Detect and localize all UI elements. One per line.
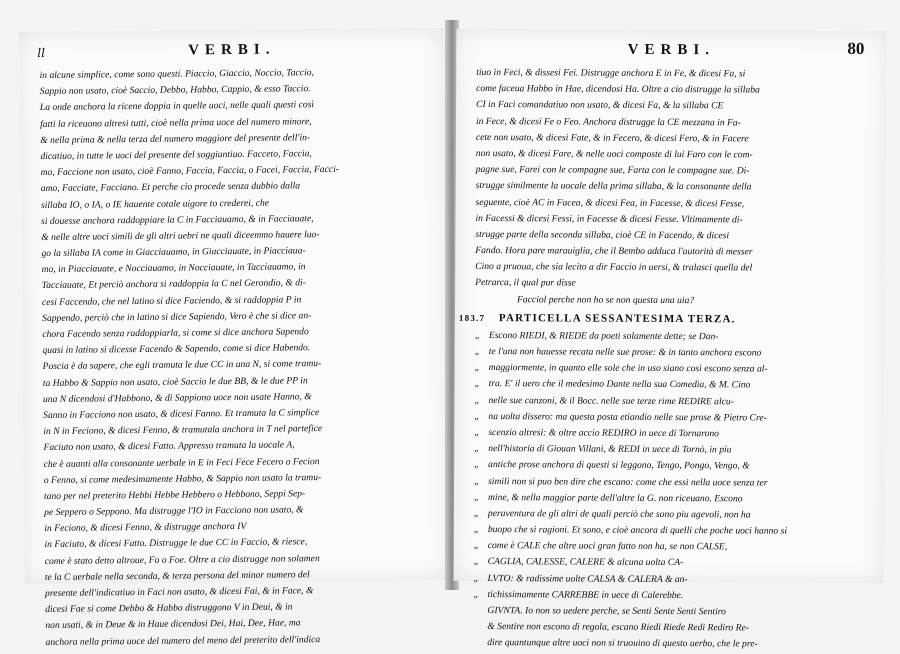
text-line-content: CI in Faci comandatiuo non usato, & dicesi Fa, & la sillaba CE <box>476 99 723 111</box>
text-line-content: pe Seppero o Seppono. Ma distrugge l'IO in Facciono non usato, & <box>44 504 303 518</box>
text-line-content: cete non usato, & dicesi Fate, & in Fecero, & dicesi Fero, & in Facere <box>476 132 749 144</box>
text-line-content: chora Facendo senza raddoppiarla, si come si dice anchora Sapendo <box>42 326 309 340</box>
text-line <box>476 178 868 196</box>
text-line-content: simili non si puo ben dire che escano: come che essi nella uoce senza ter <box>488 476 767 488</box>
left-page <box>19 28 450 584</box>
text-line-content: & Sentire non escono di regola, escano Riedi Riede Redi Rediro Re- <box>487 621 749 633</box>
left-running-head: VERBI. <box>19 40 444 61</box>
text-line <box>475 275 867 293</box>
text-line-content: anchora nella prima uoce del numero del meno del preterito dell'indica <box>45 634 320 648</box>
text-line-content: go la sillaba IA come in Giacciauamo, in Giacciauate, in Piacciaua- <box>41 245 305 259</box>
text-line-content: Cino a pruoua, che sia lecito a dir Faccio in uersi, & tralasci quella del <box>475 261 752 273</box>
right-text-top <box>475 65 868 294</box>
text-line-content: Faciuto non usato, & dicesi Fatto. Appresso tramuta la uocale A, <box>43 440 294 454</box>
page-number: 80 <box>847 39 864 59</box>
text-line <box>474 506 866 524</box>
text-line-content: & nelle altre uoci simili de gli altri uebri ne quali diceemmo hauere luo- <box>41 229 319 243</box>
text-line <box>475 243 867 261</box>
text-line-content: cesi Faccendo, che nel latino si dice Faciendo, & si raddoppia P in <box>42 294 301 308</box>
text-line-content: peraventura de gli altri de quali perciò che sono piu agevoli, non ha <box>488 508 751 520</box>
text-line-content: sillaba IO, o IA, o IE hauente cotale uigore to crederei, che <box>41 197 269 210</box>
text-line <box>475 227 867 245</box>
text-line <box>474 490 866 508</box>
text-line-content: La onde anchora la ricene doppia in quelle uoci, nelle quali questi così <box>40 100 314 114</box>
text-line-content: non usato, & dicesi Fare, & nelle uoci composte di lui Faro con le com- <box>476 148 753 160</box>
text-line-content: dire quantunque altre uoci non si truouino di questo uerbo, che le pre- <box>487 637 758 649</box>
text-line <box>476 130 868 148</box>
quotation-mark-icon: „ <box>474 457 488 473</box>
text-line-content: Petrarca, il qual pur disse <box>475 277 576 289</box>
text-line-content: antiche prose anchora di questi si leggono, Tengo, Pongo, Vengo, & <box>488 459 750 471</box>
text-line-content: che è auanti alla consonante uerbale in E in Feci Fece Fecero o Fecion <box>44 456 320 470</box>
text-line-content: in Facessi & dicesi Fessi, in Facesse & dicesi Fesse. Vltimamente di- <box>475 213 742 225</box>
text-line-content: si douesse anchora raddoppiare la C in Facciauamo, & in Facciauate, <box>41 213 314 227</box>
quotation-mark-icon: „ <box>474 409 488 425</box>
text-line-content: mo, Faccione non usato, cioè Fanno, Faccia, Faccia, o Facei, Faccia, Facci- <box>41 164 339 178</box>
text-line-content: maggiormente, in quanto elle sole che in uso siano così escono senza al- <box>489 362 768 374</box>
left-text-block <box>39 64 432 651</box>
text-line-content: CAGLIA, CALESSE, CALERE & alcuna uolta CA- <box>488 556 684 568</box>
verse-quote <box>475 292 867 310</box>
text-line <box>474 409 866 427</box>
corner-mark: ll <box>37 46 45 60</box>
text-line <box>474 441 866 459</box>
text-line-content: presente dell'indicatiuo in Faci non usato, & dicesi Fai, & in Face, & <box>45 585 314 599</box>
quotation-mark-icon: „ <box>475 376 489 392</box>
text-line-content: Facciol perche non ho se non questa una uia? <box>517 294 694 306</box>
text-line <box>474 457 866 475</box>
quotation-mark-icon: „ <box>474 506 488 522</box>
text-line-content: quasi in latino si dicesse Facendo & Sapendo, come si dice Habendo. <box>42 342 310 356</box>
text-line <box>474 425 866 443</box>
text-line <box>474 393 866 411</box>
text-line-content: Sappendo, perciò che in latino si dice Sapiendo, Vero è che si dice an- <box>42 310 311 324</box>
text-line-content: come è CALE che altre uoci gran fatto non ha, se non CALSE, <box>488 540 728 552</box>
text-line <box>475 194 867 212</box>
text-line <box>475 259 867 277</box>
text-line-content: in Faciuto, & dicesi Fatto. Distrugge le due CC in Faccio, & riesce, <box>44 537 307 551</box>
right-page <box>454 29 887 583</box>
text-line-content: strugge parte della seconda sillaba, cioè CE in Facendo, & dicesi <box>475 229 729 241</box>
text-line <box>475 292 867 310</box>
text-line-content: come è stato detto altroue, Fo o Foe. Oltre a cio distrugge non solamen <box>45 553 320 567</box>
text-line-content: strugge similmente la uocale della prima sillaba, & la consonante della <box>476 180 752 192</box>
quotation-mark-icon: „ <box>473 587 487 603</box>
text-line <box>475 344 867 362</box>
text-line-content: GIVNTA. Io non so uedere perche, se Senti Sente Senti Sentiro <box>487 605 726 617</box>
quotation-mark-icon: „ <box>474 425 488 441</box>
text-line-content: nelle sue canzoni, & il Bocc. nelle sue terze rime REDIRE alcu- <box>488 395 733 407</box>
quotation-mark-icon: „ <box>475 344 489 360</box>
text-line-content: Fando. Hora pare marauiglia, che il Bembo adduca l'autorità di messer <box>475 245 752 257</box>
text-line <box>474 538 866 556</box>
text-line-content: in Feciono, & dicesi Fenno, & distrugge anchora IV <box>44 521 246 534</box>
text-line <box>45 631 432 651</box>
text-line <box>474 473 866 491</box>
text-line <box>476 114 868 132</box>
text-line-content: tano per nel preterito Hebbi Hebbe Hebbero o Hebbono, Seppi Sep- <box>44 488 305 502</box>
text-line-content: scenzio altresi: & oltre accio REDIRO in uece di Tornarono <box>488 427 719 439</box>
quotation-mark-icon: „ <box>475 328 489 344</box>
quotation-mark-icon: „ <box>474 538 488 554</box>
quotation-mark-icon: „ <box>475 360 489 376</box>
text-line-content: nell'historia di Giouan Villani, & REDI in uece di Tornò, in piu <box>488 443 731 455</box>
text-line-content: tichissimamente CARREBBE in uece di Calerebbe. <box>487 589 683 601</box>
text-line <box>474 571 866 589</box>
text-line-content: in alcune simplice, come sono questi. Piaccio, Giaccio, Noccio, Taccio, <box>40 67 314 81</box>
text-line-content: te la C uerbale nella seconda, & terza persona del minor numero del <box>45 569 310 583</box>
text-line <box>473 619 865 637</box>
text-line <box>473 587 865 605</box>
text-line-content: Tacciauate, Et perciò anchora si raddoppia la C nel Gerondio, & di- <box>42 278 306 292</box>
text-line-content: o Fenno, si come medesimamente Habbo, & Sappio non usato la tramu- <box>44 472 321 486</box>
text-line-content: in Fece, & dicesi Fe o Feo. Anchora distrugge la CE mezzana in Fa- <box>476 116 741 128</box>
quotation-mark-icon: „ <box>474 554 488 570</box>
text-line-content: mo, in Piacciauate, e Nocciauamo, in Nocciauate, in Tacciauamo, in <box>42 262 306 276</box>
text-line-content: Poscia è da sapere, che egli tramuta le due CC in una N, si come tramu- <box>43 358 322 372</box>
text-line <box>476 97 868 115</box>
right-text-block <box>473 65 868 654</box>
text-line-content: Escono RIEDI, & RIEDE da poeti solamente dette; se Dan- <box>489 330 719 342</box>
section-heading-text: PARTICELLA SESSANTESIMA TERZA. <box>499 312 736 325</box>
text-line-content: seguente, cioè AC in Facea, & dicesi Fea, in Facesse, & dicesi Fesse, <box>476 196 745 208</box>
text-line-content: pagne sue, Farei con le compagne sue, Farta con le compagne sue. Di- <box>476 164 750 176</box>
text-line <box>473 603 865 621</box>
text-line-content: buopo che si ragioni. Et sono, e cioè ancora di quelli che poche uoci hanno si <box>488 524 787 537</box>
right-running-head: VERBI. <box>456 41 886 60</box>
text-line <box>475 211 867 229</box>
text-line-content: na uolta dissero: ma questa posta etiandio nelle sue prose & Pietro Cre- <box>488 411 766 423</box>
text-line-content: come faceua Habbo in Hae, dicendosi Ha. Oltre a cio distrugge la sillaba <box>476 83 760 95</box>
text-line-content: tra. E' il uero che il medesimo Dante nella sua Comedia, & M. Cino <box>489 378 751 390</box>
text-line-content: in N in Feciono, & dicesi Fenno, & tramutala anchora in T nel partefice <box>43 423 322 437</box>
quotation-mark-icon: „ <box>474 393 488 409</box>
text-line-content: tiuo in Feci, & dissesi Fei. Distrugge anchora E in Fe, & dicesi Fa, si <box>476 67 745 79</box>
text-line-content: non usati, & in Deue & in Haue dicendosi Dei, Hai, Dee, Hae, ma <box>45 618 300 632</box>
quotation-mark-icon: „ <box>474 522 488 538</box>
text-line-content: LVTO: & radissime uolte CALSA & CALERA & an- <box>488 573 688 585</box>
text-line <box>474 522 866 540</box>
text-line <box>474 554 866 572</box>
text-line-content: & nella prima & nella terza del numero maggiore del presente dell'in- <box>40 132 310 146</box>
text-line-content: ta Habbo & Sappio non usato, cioè Saccio le due BB, & le due PP in <box>43 375 308 389</box>
text-line <box>475 328 867 346</box>
section-heading <box>475 308 867 330</box>
quotation-mark-icon: „ <box>474 571 488 587</box>
margin-number: 183.7 <box>459 308 485 328</box>
text-line-content: Sanno in Facciono non usato, & dicesi Fanno. Et tramuta la C simplice <box>43 407 319 421</box>
text-line-content: una N dicendosi d'Habbono, & di Sappiono uoce non usate Hanno, & <box>43 391 312 405</box>
text-line <box>475 376 867 394</box>
quotation-mark-icon: „ <box>474 490 488 506</box>
text-line-content: mine, & nella maggior parte dell'altre la G. non riceuano. Escono <box>488 492 743 504</box>
quotation-mark-icon: „ <box>474 473 488 489</box>
text-line-content: dicatiuo, in tutte le uoci del presente del soggiuntiuo. Facceto, Faccia, <box>40 148 312 162</box>
right-text-after <box>473 328 867 654</box>
text-line-content: fatti la riceuono altresi tutti, cioè nella prima uoce del numero minore, <box>40 116 312 130</box>
text-line <box>473 635 865 653</box>
text-line-content: Sappio non usato, cioè Saccio, Debbo, Habbo, Cappio, & esso Taccio. <box>40 83 311 97</box>
text-line-content: te l'una non hauesse recata nelle sue prose: & in tanto anchora escono <box>489 346 762 358</box>
text-line-content: dicesi Fae si come Debbo & Habbo distruggono V in Deui, & in <box>45 602 292 616</box>
text-line-content: amo, Facciate, Facciano. Et perche cio procede senza dubbio dalla <box>41 181 300 195</box>
quotation-mark-icon: „ <box>474 441 488 457</box>
text-line <box>475 360 867 378</box>
